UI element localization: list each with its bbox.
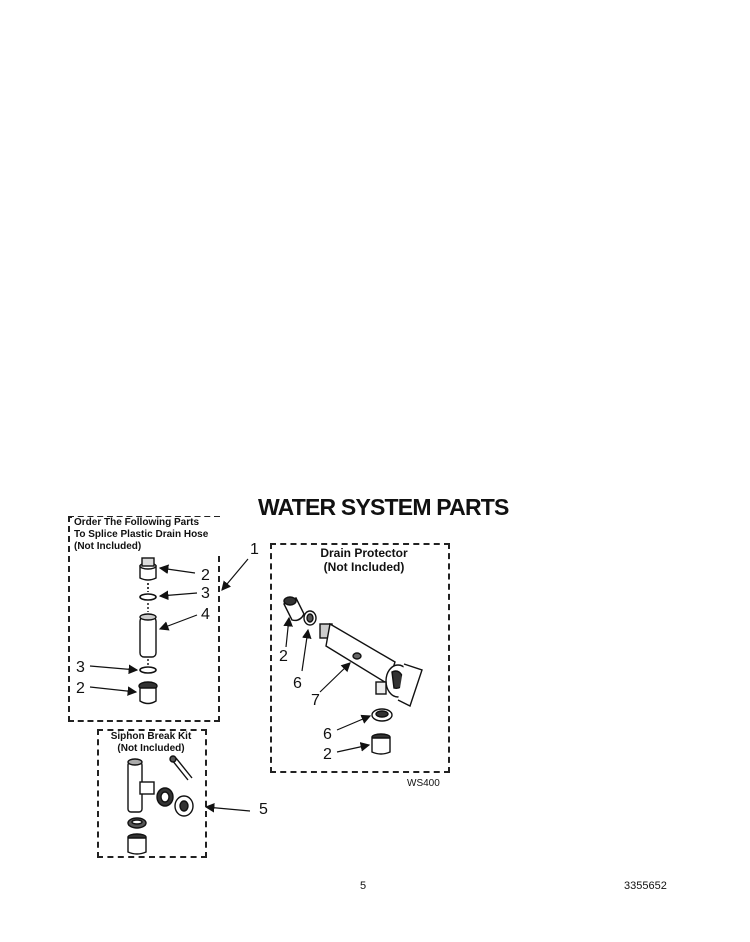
drain-label-line-2: (Not Included) (323, 560, 405, 574)
document-number: 3355652 (624, 880, 667, 892)
callout-4: 4 (201, 606, 210, 623)
drain-coupling-part (284, 597, 304, 620)
page-title: WATER SYSTEM PARTS (258, 494, 509, 520)
callout-2-lower: 2 (323, 746, 332, 763)
drain-protector-body (320, 624, 422, 706)
callout-3-bottom: 3 (76, 659, 85, 676)
callout-3-top: 3 (201, 585, 210, 602)
splice-label-line-2: To Splice Plastic Drain Hose (74, 529, 209, 540)
coupling-bottom-part (139, 682, 157, 704)
siphon-valve-parts (157, 788, 193, 816)
callout-2-bottom: 2 (76, 680, 85, 697)
siphon-ring-part (128, 818, 146, 828)
siphon-label-line-2: (Not Included) (117, 743, 185, 754)
page-number: 5 (360, 880, 367, 892)
siphon-tee-part (128, 759, 154, 812)
callout-1: 1 (250, 541, 259, 558)
callout-6-lower: 6 (323, 726, 332, 743)
figure-code: WS400 (407, 778, 440, 789)
callout-5: 5 (259, 801, 268, 818)
splice-label-line-1: Order The Following Parts (74, 517, 200, 528)
connector-tube-part (140, 603, 156, 665)
callout-6-drain: 6 (293, 675, 302, 692)
coupling-top-part (140, 558, 156, 580)
drain-ring-lower (372, 709, 392, 721)
siphon-label-line-1: Siphon Break Kit (110, 731, 192, 742)
drain-ring-part (304, 611, 316, 625)
siphon-pin-part (170, 756, 192, 780)
splice-label-line-3: (Not Included) (74, 541, 142, 552)
callout-2-top: 2 (201, 567, 210, 584)
drain-coupling-lower (372, 734, 390, 754)
drain-label-line-1: Drain Protector (320, 546, 408, 560)
callout-7: 7 (311, 692, 320, 709)
siphon-coupling-part (128, 834, 146, 854)
clamp-ring-top (140, 583, 156, 600)
clamp-ring-bottom (140, 667, 156, 673)
callout-2-drain: 2 (279, 648, 288, 665)
